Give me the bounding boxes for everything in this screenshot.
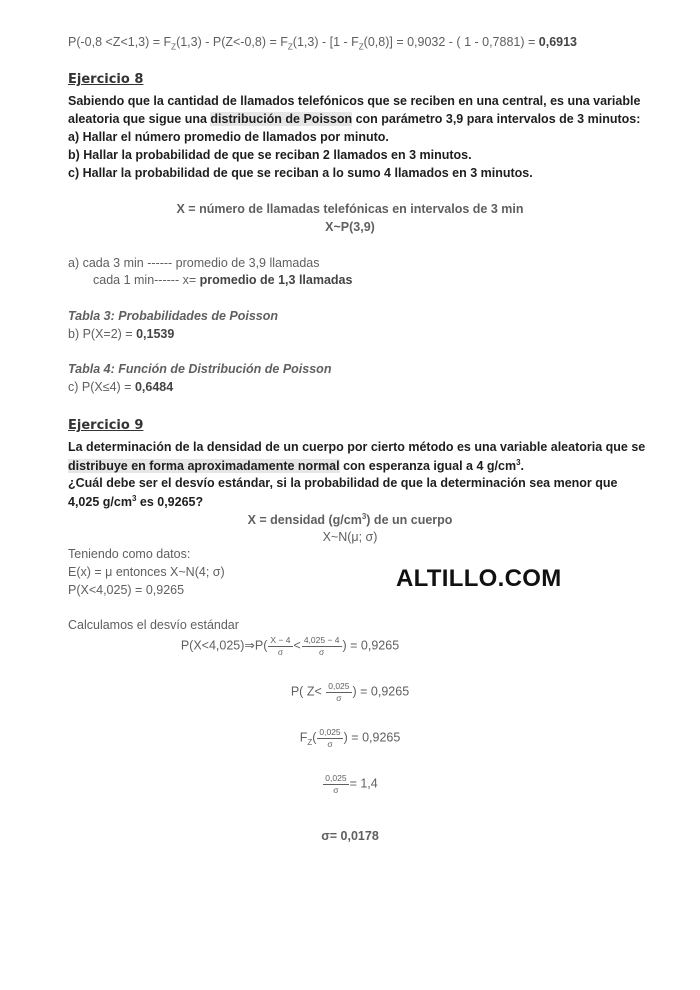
sub-z: Z <box>358 42 364 52</box>
top-line-part: P(-0,8 <Z<1,3) = F <box>68 35 172 49</box>
ex8-answer-c-value: 0,6484 <box>134 380 174 394</box>
top-line-part: (0,8)] = 0,9032 - ( 1 - 0,7881) = <box>363 35 539 49</box>
eq1-part: P(X<4,025)⇒P( <box>180 638 268 653</box>
top-line-part: (1,3) - P(Z<-0,8) = F <box>176 35 288 49</box>
eq1-fraction-2 <box>302 636 342 656</box>
ex9-calc-heading: Calculamos el desvío estándar <box>68 618 239 632</box>
ex8-statement-2 <box>68 112 640 126</box>
ex8-highlight-poisson: distribución de Poisson <box>210 112 353 126</box>
ex8-answer-c-text: c) P(X≤4) = <box>68 380 135 394</box>
fraction-denominator: σ <box>319 646 325 657</box>
sup-3: 3 <box>361 512 367 521</box>
eq4-fraction <box>323 774 348 794</box>
sub-z: Z <box>307 737 313 747</box>
eq2-part: ) = 0,9265 <box>352 684 410 699</box>
sup-3: 3 <box>131 494 137 503</box>
ex8-answer-a-text: cada 1 min------ x= <box>93 273 200 287</box>
ex9-statement-3: ¿Cuál debe ser el desvío estándar, si la probabilidad de que la determinación sea menor que <box>68 476 618 490</box>
ex8-answer-c <box>68 380 173 394</box>
eq3-fraction <box>317 728 342 748</box>
ex8-stmt2-part: con parámetro 3,9 para intervalos de 3 minutos: <box>352 112 641 126</box>
fraction-denominator: σ <box>336 692 342 703</box>
ex9-stmt4-part: 4,025 g/cm <box>68 495 132 510</box>
ex9-stmt2-part: . <box>520 459 524 474</box>
ex9-data-heading: Teniendo como datos: <box>68 547 191 561</box>
eq1-less-than: < <box>293 638 301 653</box>
eq4-part: = 1,4 <box>349 776 378 791</box>
ex8-answer-a-result: promedio de 1,3 llamadas <box>199 273 353 287</box>
top-line-part: (1,3) - [1 - F <box>292 35 359 49</box>
ex8-table3-caption: Tabla 3: Probabilidades de Poisson <box>68 309 279 323</box>
ex8-stmt2-part: aleatoria que sigue una <box>68 112 211 126</box>
ex9-data-2: P(X<4,025) = 0,9265 <box>68 583 185 597</box>
ex8-statement-1: Sabiendo que la cantidad de llamados telefónicos que se reciben en una central, es una variable <box>68 94 641 108</box>
ex9-variable-definition <box>0 512 700 527</box>
ex9-equation-2 <box>0 682 700 702</box>
ex9-def-part: X = densidad (g/cm <box>247 513 362 528</box>
ex8-answer-b-text: b) P(X=2) = <box>68 327 137 341</box>
ex9-highlight-normal: distribuye en forma aproximadamente normal <box>68 459 340 474</box>
ex9-statement-4 <box>68 494 203 509</box>
fraction-denominator: σ <box>327 738 333 749</box>
fraction-numerator: 0,025 <box>319 727 341 737</box>
ex8-variable-definition: X = número de llamadas telefónicas en intervalos de 3 min <box>176 202 524 216</box>
top-line-result: 0,6913 <box>538 35 578 49</box>
eq1-fraction-1 <box>268 636 292 656</box>
eq3-part: F <box>299 730 308 745</box>
fraction-numerator: 4,025 − 4 <box>303 635 340 645</box>
previous-result-line <box>68 35 577 52</box>
sub-z: Z <box>287 42 293 52</box>
ex9-equation-4 <box>0 774 700 794</box>
eq2-part: P( Z< <box>290 684 326 699</box>
ex8-answer-b <box>68 327 174 341</box>
ex9-def-part: ) de un cuerpo <box>366 513 453 528</box>
ex9-data-1: E(x) = μ entonces X~N(4; σ) <box>68 565 225 579</box>
exercise-8-header: Ejercicio 8 <box>68 72 144 87</box>
ex9-stmt2-part: con esperanza igual a 4 g/cm <box>339 459 517 474</box>
fraction-numerator: X − 4 <box>270 635 291 645</box>
ex9-distribution: X~N(μ; σ) <box>322 530 378 544</box>
ex8-question-c: c) Hallar la probabilidad de que se reciban a lo sumo 4 llamados en 3 minutos. <box>68 166 533 180</box>
ex9-equation-3: $F_Z$( $\frac{0,025}{\sigma}$ ) = 0,9265 <box>299 727 401 749</box>
ex8-table4-caption: Tabla 4: Función de Distribución de Poisson <box>68 362 332 376</box>
fraction-numerator: 0,025 <box>328 681 350 691</box>
eq1-part: ) = 0,9265 <box>342 638 400 653</box>
sub-z: Z <box>171 42 177 52</box>
ex8-answer-a-line1: a) cada 3 min ------ promedio de 3,9 llamadas <box>68 256 320 270</box>
fraction-denominator: σ <box>333 784 339 795</box>
ex9-stmt4-part: es 0,9265? <box>136 495 204 510</box>
ex8-answer-b-value: 0,1539 <box>136 327 175 341</box>
eq3-part: ) = 0,9265 <box>343 730 401 745</box>
ex9-statement-1: La determinación de la densidad de un cuerpo por cierto método es una variable aleatoria que se <box>68 440 646 454</box>
ex8-distribution: X~P(3,9) <box>325 220 375 234</box>
sup-3: 3 <box>516 458 521 467</box>
ex8-answer-a-line2 <box>93 273 352 287</box>
eq2-fraction <box>326 682 351 702</box>
ex9-equation-1 <box>0 636 640 656</box>
ex9-statement-2 <box>68 458 524 473</box>
ex9-final-result: σ= 0,0178 <box>321 829 379 843</box>
fraction-denominator: σ <box>277 646 284 657</box>
fraction-numerator: 0,025 <box>325 773 347 783</box>
ex8-question-a: a) Hallar el número promedio de llamados por minuto. <box>68 130 389 144</box>
watermark-altillo: ALTILLO.COM <box>396 565 562 592</box>
ex8-question-b: b) Hallar la probabilidad de que se reciban 2 llamados en 3 minutos. <box>68 148 472 162</box>
exercise-9-header: Ejercicio 9 <box>68 418 144 433</box>
